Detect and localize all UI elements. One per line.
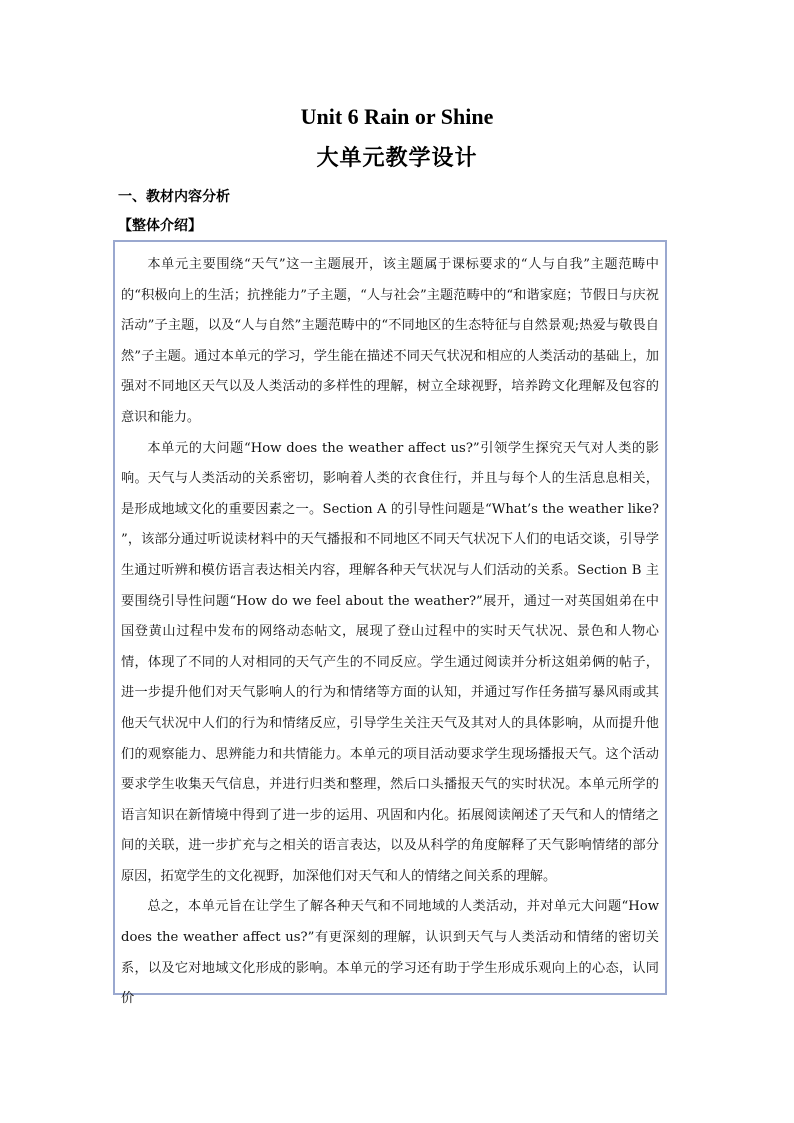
document-title-english: Unit 6 Rain or Shine <box>300 104 494 129</box>
sub-heading: 【整体介绍】 <box>118 218 202 234</box>
paragraph-3: 总之，本单元旨在让学生了解各种天气和不同地域的人类活动，并对单元大问题“How does the weather affect us?”有更深刻的理解，认识到天气与人类活动和情绪的密切关系，以及它对地域文化形成的影响。本单元的学习还有助于学生形成乐观向上的心态，认同价 <box>121 899 659 1007</box>
paragraph-1: 本单元主要围绕“天气”这一主题展开，该主题属于课标要求的“人与自我”主题范畴中的“积极向上的生活；抗挫能力”子主题，“人与社会”主题范畴中的“和谐家庭；节假日与庆祝活动”子主题，以及“人与自然”主题范畴中的“不同地区的生态特征与自然景观;热爱与敬畏自然”子主题。通过本单元的学习，学生能在描述不同天气状况和相应的人类活动的基础上，加强对不同地区天气以及人类活动的多样性的理解，树立全球视野，培养跨文化理解及包容的意识和能力。 <box>121 257 659 425</box>
content-text-box <box>113 240 667 1007</box>
paragraph-2: 本单元的大问题“How does the weather affect us?”引领学生探究天气对人类的影响。天气与人类活动的关系密切，影响着人类的衣食住行，并且与每个人的生活息息相关，是形成地域文化的重要因素之一。Section A 的引导性问题是“What’s the weather like? ”，该部分通过听说读材料中的天气播报和不同地区不同天气状况下人们的电话交谈，引导学生通过听辨和模仿语言表达相关内容，理解各种天气状况与人们活动的关系。Section B 主要围绕引导性问题“How do we feel about the weather?”展开，通过一对英国姐弟在中国登黄山过程中发布的网络动态帖文，展现了登山过程中的实时天气状况、景色和人物心情，体现了不同的人对相同的天气产生的不同反应。学生通过阅读并分析这姐弟俩的帖子，进一步提升他们对天气影响人的行为和情绪等方面的认知，并通过写作任务描写暴风雨或其他天气状况中人们的行为和情绪反应，引导学生关注天气及其对人的具体影响，从而提升他们的观察能力、思辨能力和共情能力。本单元的项目活动要求学生现场播报天气。这个活动要求学生收集天气信息，并进行归类和整理，然后口头播报天气的实时状况。本单元所学的语言知识在新情境中得到了进一步的运用、巩固和内化。拓展阅读阐述了天气和人的情绪之间的关联，进一步扩充与之相关的语言表达，以及从科学的角度解释了天气影响情绪的部分原因，拓宽学生的文化视野，加深他们对天气和人的情绪之间关系的理解。 <box>121 440 659 884</box>
section-heading: 一、教材内容分析 <box>118 189 230 205</box>
document-title-chinese: 大单元教学设计 <box>316 146 478 171</box>
